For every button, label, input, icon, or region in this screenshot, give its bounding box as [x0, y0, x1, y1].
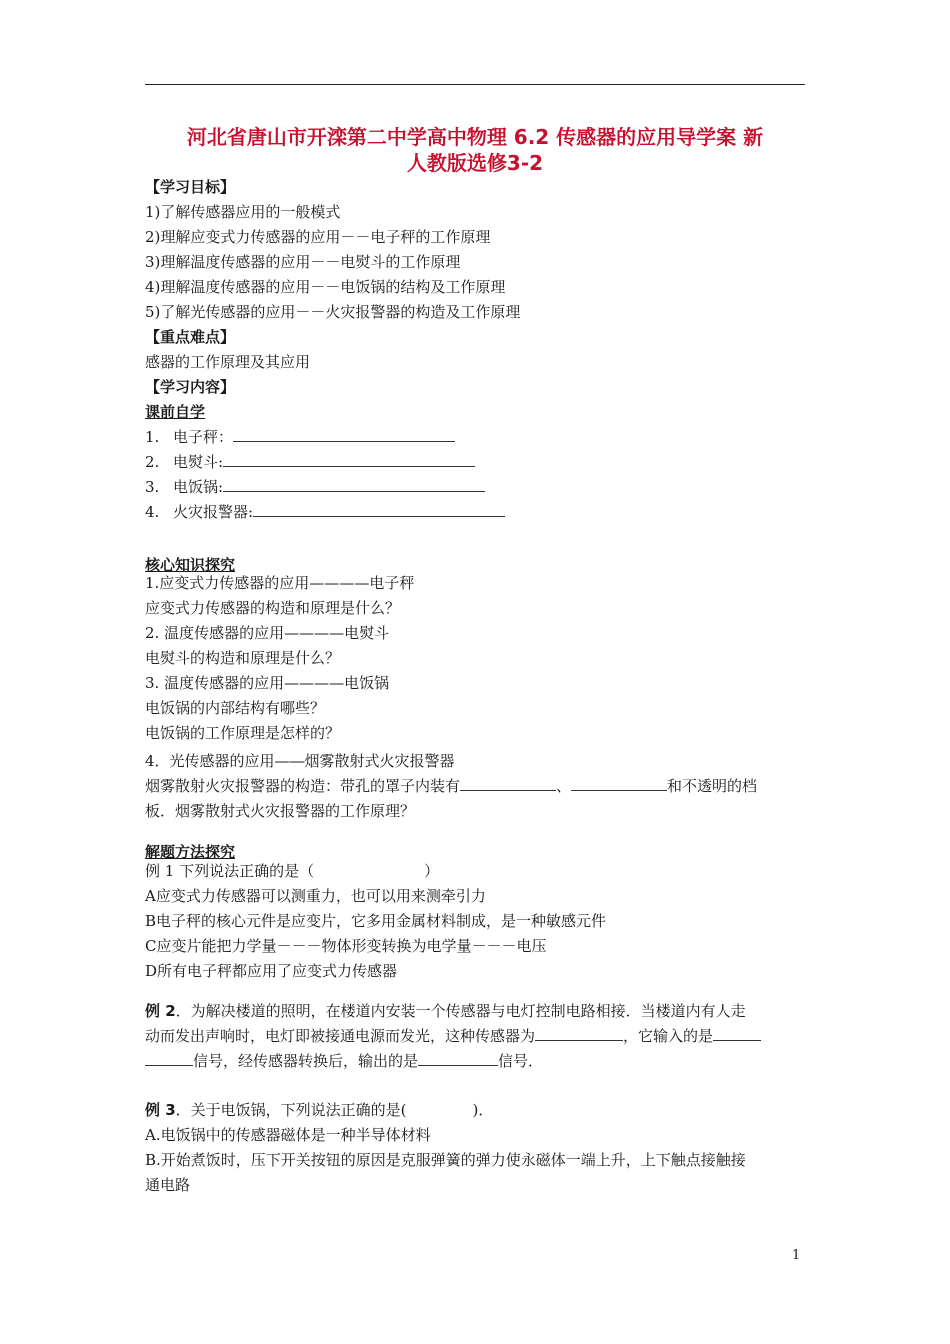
example3-option: A.电饭锅中的传感器磁体是一种半导体材料 — [145, 1126, 431, 1144]
preview-item-label: 电子秤： — [173, 428, 234, 446]
example2-text: 信号，经传感器转换后，输出的是 — [193, 1052, 419, 1070]
smoke-text-a: 烟雾散射火灾报警器的构造：带孔的罩子内装有 — [145, 777, 461, 795]
doc-title-line1: 河北省唐山市开滦第二中学高中物理 6.2 传感器的应用导学案 新 — [186, 125, 764, 149]
core-line: 电饭锅的内部结构有哪些？ — [145, 699, 326, 717]
answer-blank[interactable] — [460, 776, 556, 791]
preview-item-num: 1. — [145, 428, 160, 446]
preview-heading: 课前自学 — [145, 403, 206, 421]
answer-blank[interactable] — [233, 427, 455, 442]
preview-item-num: 3. — [145, 478, 160, 496]
core-line: 3. 温度传感器的应用————电饭锅 — [145, 674, 390, 692]
preview-item-num: 2. — [145, 453, 160, 471]
core-line: 板．烟雾散射式火灾报警器的工作原理？ — [145, 802, 416, 820]
example3-stem — [145, 1099, 493, 1121]
example2-line1 — [145, 1000, 746, 1022]
example3-close: )． — [472, 1101, 494, 1119]
example3-label: 例 3 — [145, 1101, 176, 1119]
example1-option: A应变式力传感器可以测重力，也可以用来测牵引力 — [145, 887, 486, 905]
preview-item-label: 电熨斗: — [173, 453, 224, 471]
preview-item — [145, 451, 475, 473]
answer-blank[interactable] — [535, 1026, 623, 1041]
example1-option: C应变片能把力学量－－－物体形变转换为电学量－－－电压 — [145, 937, 547, 955]
example3-stem-text: ．关于电饭锅，下列说法正确的是( — [175, 1101, 407, 1119]
key-text: 感器的工作原理及其应用 — [145, 353, 311, 371]
core-line: 2. 温度传感器的应用————电熨斗 — [145, 624, 390, 642]
answer-blank[interactable] — [713, 1026, 761, 1041]
example2-text: ．为解决楼道的照明，在楼道内安装一个传感器与电灯控制电路相接．当楼道内有人走 — [175, 1002, 746, 1020]
smoke-structure-line — [145, 775, 757, 797]
answer-blank[interactable] — [145, 1051, 193, 1066]
smoke-text-b: 和不透明的档 — [667, 777, 758, 795]
example3-option: 通电路 — [145, 1176, 191, 1194]
answer-blank[interactable] — [571, 776, 667, 791]
core-line: 应变式力传感器的构造和原理是什么？ — [145, 599, 401, 617]
goal-item: 3)理解温度传感器的应用－－电熨斗的工作原理 — [145, 253, 461, 271]
example2-line3 — [145, 1050, 543, 1072]
example2-label: 例 2 — [145, 1002, 176, 1020]
preview-item — [145, 476, 485, 498]
goal-item: 1)了解传感器应用的一般模式 — [145, 203, 341, 221]
goal-item: 4)理解温度传感器的应用－－电饭锅的结构及工作原理 — [145, 278, 506, 296]
core-line: 电熨斗的构造和原理是什么？ — [145, 649, 341, 667]
preview-item — [145, 501, 505, 523]
content-heading: 【学习内容】 — [145, 378, 236, 396]
core-line: 电饭锅的工作原理是怎样的？ — [145, 724, 341, 742]
header-rule — [145, 84, 805, 85]
preview-item — [145, 426, 455, 448]
answer-blank[interactable] — [223, 452, 475, 467]
core-heading: 核心知识探究 — [145, 556, 236, 574]
doc-title-line2: 人教版选修3-2 — [406, 151, 544, 175]
example2-text: 动而发出声响时，电灯即被接通电源而发光，这种传感器为 — [145, 1027, 536, 1045]
preview-item-label: 电饭锅: — [173, 478, 224, 496]
example1-close: ） — [424, 862, 440, 880]
answer-blank[interactable] — [253, 502, 505, 517]
goals-heading: 【学习目标】 — [145, 178, 236, 196]
preview-item-num: 4. — [145, 503, 160, 521]
page-number: 1 — [792, 1248, 801, 1263]
example2-text: ，它输入的是 — [623, 1027, 714, 1045]
answer-blank[interactable] — [223, 477, 485, 492]
example2-text: 信号． — [498, 1052, 544, 1070]
example1-option: D所有电子秤都应用了应变式力传感器 — [145, 962, 398, 980]
example2-line2 — [145, 1025, 761, 1047]
method-heading: 解题方法探究 — [145, 843, 236, 861]
answer-blank[interactable] — [418, 1051, 498, 1066]
example3-option: B.开始煮饭时，压下开关按钮的原因是克服弹簧的弹力使永磁体一端上升，上下触点接触接 — [145, 1151, 746, 1169]
example1-stem-text: 例 1 下列说法正确的是（ — [145, 862, 315, 880]
example1-stem — [145, 860, 439, 882]
key-heading: 【重点难点】 — [145, 328, 236, 346]
core-line: 4．光传感器的应用—―烟雾散射式火灾报警器 — [145, 752, 455, 770]
smoke-sep: 、 — [556, 777, 572, 795]
goal-item: 2)理解应变式力传感器的应用－－电子秤的工作原理 — [145, 228, 491, 246]
goal-item: 5)了解光传感器的应用－－火灾报警器的构造及工作原理 — [145, 303, 521, 321]
preview-item-label: 火灾报警器: — [173, 503, 254, 521]
core-line: 1.应变式力传感器的应用————电子秤 — [145, 574, 415, 592]
example1-option: B电子秤的核心元件是应变片，它多用金属材料制成，是一种敏感元件 — [145, 912, 607, 930]
